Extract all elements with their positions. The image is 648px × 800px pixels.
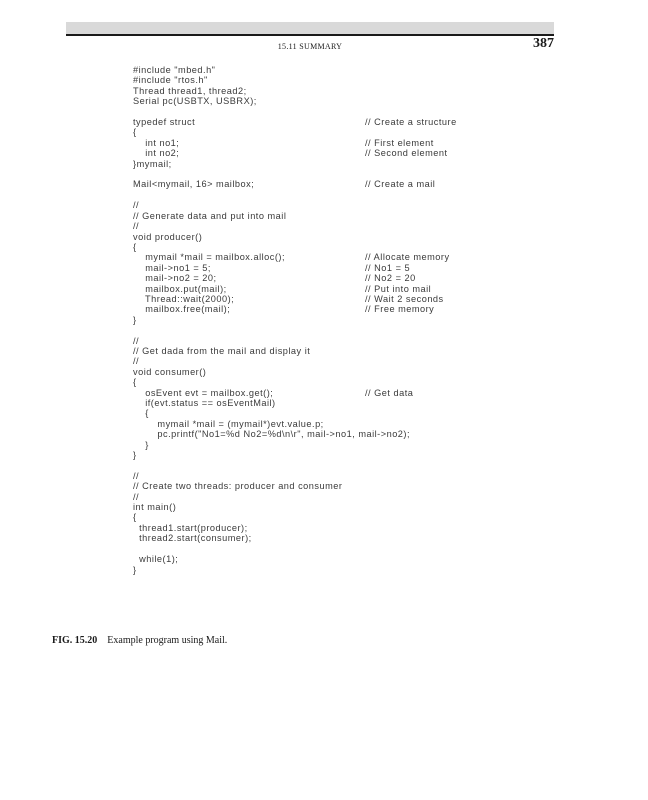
code-line — [133, 481, 553, 491]
code-statement: #include "mbed.h" — [133, 65, 216, 75]
code-statement: mail->no1 = 5; — [133, 262, 211, 273]
code-statement: } — [133, 564, 137, 575]
code-line — [133, 242, 553, 252]
page-number: 387 — [533, 36, 554, 51]
code-statement: #include "rtos.h" — [133, 75, 208, 86]
figure-caption — [52, 635, 227, 646]
code-statement: mail->no2 = 20; — [133, 273, 217, 284]
code-line — [133, 65, 553, 75]
code-statement: // — [133, 200, 140, 211]
code-statement: // — [133, 470, 140, 481]
code-statement: pc.printf("No1=%d No2=%d\n\r", mail->no1, mail->no2); — [133, 429, 411, 440]
code-line — [133, 325, 553, 335]
code-line — [133, 221, 553, 231]
code-statement: // — [133, 356, 140, 367]
code-line — [133, 492, 553, 502]
code-comment: // No1 = 5 — [365, 262, 411, 273]
code-statement: int no2; — [133, 148, 180, 159]
code-line — [133, 356, 553, 366]
code-line — [133, 398, 553, 408]
code-comment: // First element — [365, 137, 434, 148]
code-statement: // Get dada from the mail and display it — [133, 345, 311, 356]
code-statement: Thread::wait(2000); — [133, 293, 235, 304]
header-rule — [66, 34, 554, 36]
code-line — [133, 159, 553, 169]
figure-label: FIG. 15.20 — [52, 635, 98, 646]
code-line — [133, 512, 553, 522]
code-statement: if(evt.status == osEventMail) — [133, 398, 276, 408]
code-line — [133, 232, 553, 242]
code-statement: void producer() — [133, 231, 203, 242]
code-statement: // — [133, 335, 140, 346]
code-statement: thread1.start(producer); — [133, 522, 248, 533]
code-statement: } — [133, 450, 137, 461]
code-line — [133, 86, 553, 96]
code-line — [133, 200, 553, 210]
code-statement: { — [133, 241, 137, 252]
code-line — [133, 429, 553, 439]
code-line — [133, 127, 553, 137]
code-comment: // Second element — [365, 148, 448, 159]
code-comment: // Get data — [365, 387, 414, 398]
code-line — [133, 471, 553, 481]
code-line — [133, 252, 553, 262]
code-line — [133, 284, 553, 294]
code-line — [133, 419, 553, 429]
code-line — [133, 107, 553, 117]
running-head: 15.11 SUMMARY — [277, 42, 343, 51]
code-statement: { — [133, 512, 137, 523]
code-line — [133, 273, 553, 283]
code-line — [133, 367, 553, 377]
code-line — [133, 211, 553, 221]
code-line — [133, 148, 553, 158]
code-comment: // Create a structure — [365, 117, 457, 128]
code-line — [133, 263, 553, 273]
code-line — [133, 190, 553, 200]
code-line — [133, 554, 553, 564]
code-line — [133, 377, 553, 387]
code-statement: // Generate data and put into mail — [133, 210, 287, 221]
figure-caption-text: Example program using Mail. — [107, 635, 228, 646]
code-line — [133, 544, 553, 554]
code-comment: // No2 = 20 — [365, 273, 416, 284]
code-statement: { — [133, 377, 137, 388]
code-statement: int no1; — [133, 137, 180, 148]
code-line — [133, 179, 553, 189]
code-line — [133, 304, 553, 314]
code-statement: }mymail; — [133, 158, 172, 169]
code-line — [133, 523, 553, 533]
code-statement: { — [133, 408, 149, 419]
code-statement: } — [133, 439, 149, 450]
code-statement: thread2.start(consumer); — [133, 533, 252, 544]
code-statement: while(1); — [133, 554, 179, 565]
code-line — [133, 117, 553, 127]
code-statement: // Create two threads: producer and consumer — [133, 481, 343, 492]
code-statement: osEvent evt = mailbox.get(); — [133, 387, 274, 398]
code-line — [133, 169, 553, 179]
code-statement: void consumer() — [133, 366, 207, 377]
code-line — [133, 96, 553, 106]
code-statement: Serial pc(USBTX, USBRX); — [133, 96, 257, 107]
code-line — [133, 440, 553, 450]
code-line — [133, 388, 553, 398]
code-statement: Thread thread1, thread2; — [133, 85, 247, 96]
code-statement: mymail *mail = mailbox.alloc(); — [133, 252, 286, 263]
code-statement: Mail<mymail, 16> mailbox; — [133, 179, 255, 190]
code-line — [133, 336, 553, 346]
code-statement: } — [133, 314, 137, 325]
code-line — [133, 502, 553, 512]
code-line — [133, 346, 553, 356]
code-statement: typedef struct — [133, 117, 196, 128]
code-statement: int main() — [133, 502, 177, 513]
code-statement: mailbox.free(mail); — [133, 304, 231, 315]
code-comment: // Wait 2 seconds — [365, 293, 444, 304]
code-line — [133, 450, 553, 460]
code-statement: { — [133, 127, 137, 138]
header-bar — [66, 22, 554, 34]
code-listing — [133, 65, 553, 575]
code-line — [133, 75, 553, 85]
code-line — [133, 460, 553, 470]
code-line — [133, 315, 553, 325]
code-comment: // Put into mail — [365, 283, 432, 294]
code-comment: // Allocate memory — [365, 252, 450, 263]
code-comment: // Free memory — [365, 304, 435, 315]
code-comment: // Create a mail — [365, 179, 436, 190]
code-statement: // — [133, 491, 140, 502]
code-line — [133, 533, 553, 543]
code-statement: // — [133, 221, 140, 232]
code-statement: mailbox.put(mail); — [133, 283, 227, 294]
code-line — [133, 294, 553, 304]
code-line — [133, 138, 553, 148]
code-line — [133, 565, 553, 575]
code-line — [133, 408, 553, 418]
code-statement: mymail *mail = (mymail*)evt.value.p; — [133, 418, 324, 429]
